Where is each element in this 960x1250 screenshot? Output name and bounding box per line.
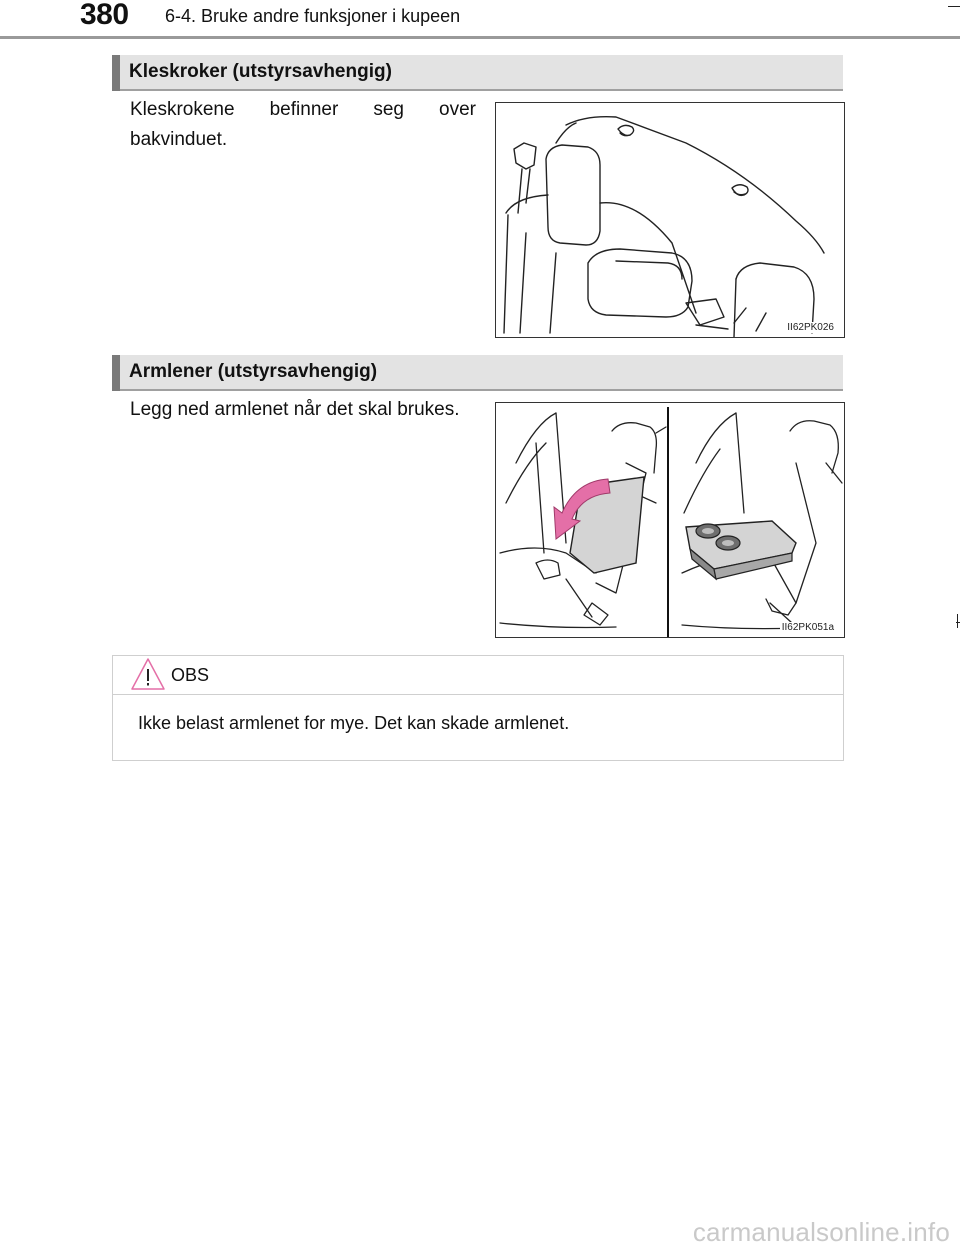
figure-clothes-hooks: [495, 102, 845, 338]
header-rule: [0, 36, 960, 39]
watermark: carmanualsonline.info: [692, 1217, 950, 1247]
section-header-armrests: [112, 355, 843, 391]
section-header-clothes-hooks: [112, 55, 843, 91]
section-title: Armlener (utstyrsavhengig): [129, 361, 378, 382]
figure-code: II62PK051a: [781, 622, 834, 633]
section-text-clothes-hooks: Kleskrokene befinner seg over bakvinduet.: [130, 99, 476, 150]
section-header-bar: [112, 55, 120, 91]
chapter-title: 6-4. Bruke andre funksjoner i kupeen: [165, 6, 461, 26]
armrest-illustration: [496, 403, 844, 637]
crop-mark-middle-v: [957, 614, 958, 628]
notice-text: Ikke belast armlenet for mye. Det kan skade armlenet.: [138, 713, 570, 733]
page-number: 380: [80, 0, 129, 31]
notice-header: [113, 656, 843, 695]
warning-triangle-icon: [129, 656, 167, 692]
clothes-hooks-illustration: [496, 103, 844, 337]
section-title: Kleskroker (utstyrsavhengig): [129, 61, 392, 82]
figure-code: II62PK026: [787, 322, 834, 333]
figure-armrests: [495, 402, 845, 638]
section-header-bar: [112, 355, 120, 391]
crop-mark-top: [948, 6, 960, 7]
section-text-armrests: Legg ned armlenet når det skal brukes.: [130, 399, 460, 420]
notice-box: [112, 655, 844, 761]
notice-title: OBS: [171, 665, 210, 685]
